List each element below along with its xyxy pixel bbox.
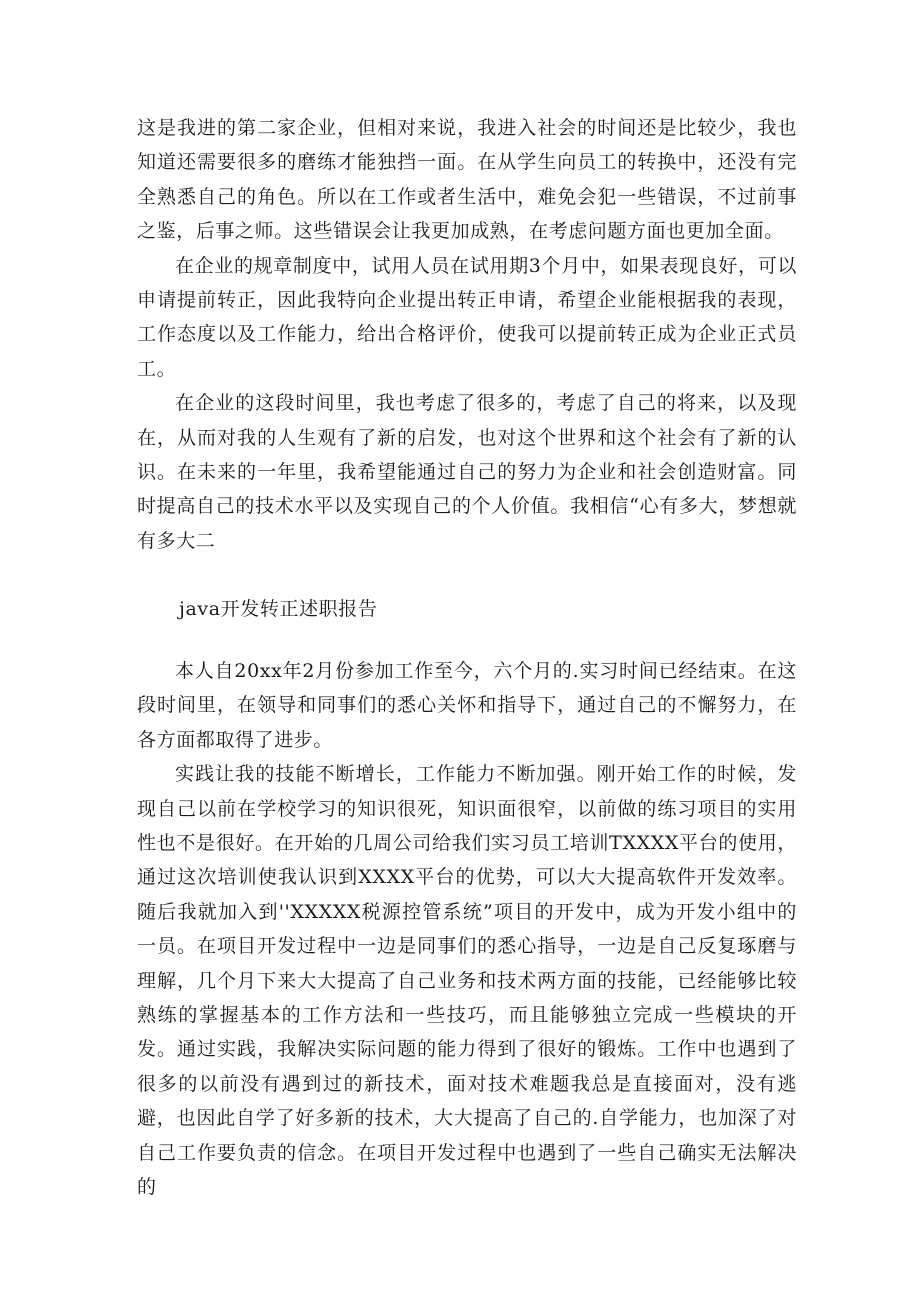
paragraph: 本人自20xx年2月份参加工作至今，六个月的.实习时间已经结束。在这段时间里，在领导和同事们的悉心关怀和指导下，通过自己的不懈努力，在各方面都取得了进步。 (137, 660, 797, 751)
first-section (137, 111, 797, 558)
paragraph: 实践让我的技能不断增长，工作能力不断加强。刚开始工作的时候，发现自己以前在学校学习的知识很死，知识面很窄，以前做的练习项目的实用性也不是很好。在开始的几周公司给我们实习员工培训TXXXX平台的使用，通过这次培训使我认识到XXXX平台的优势，可以大大提高软件开发效率。随后我就加入到''XXXXX税源控管系统”项目的开发中，成为开发小组中的一员。在项目开发过程中一边是同事们的悉心指导，一边是自己反复琢磨与理解，几个月下来大大提高了自己业务和技术两方面的技能，已经能够比较熟练的掌握基本的工作方法和一些技巧，而且能够独立完成一些模块的开发。通过实践，我解决实际问题的能力得到了很好的锻炼。工作中也遇到了很多的以前没有遇到过的新技术，面对技术难题我总是直接面对，没有逃避，也因此自学了好多新的技术，大大提高了自己的.自学能力，也加深了对自己工作要负责的信念。在项目开发过程中也遇到了一些自己确实无法解决的 (137, 763, 797, 1199)
paragraph: 在企业的这段时间里，我也考虑了很多的，考虑了自己的将来，以及现在，从而对我的人生观有了新的启发，也对这个世界和这个社会有了新的认识。在未来的一年里，我希望能通过自己的努力为企业和社会创造财富。同时提高自己的技术水平以及实现自己的个人价值。我相信“心有多大，梦想就有多大二 (137, 392, 797, 552)
report-title: java开发转正述职报告 (179, 598, 378, 620)
paragraph: 这是我进的第二家企业，但相对来说，我进入社会的时间还是比较少，我也知道还需要很多的磨练才能独挡一面。在从学生向员工的转换中，还没有完全熟悉自己的角色。所以在工作或者生活中，难免会犯一些错误，不过前事之鉴，后事之师。这些错误会让我更加成熟，在考虑问题方面也更加全面。 (137, 117, 797, 243)
report-body (137, 654, 797, 1205)
paragraph: 在企业的规章制度中，试用人员在试用期3个月中，如果表现良好，可以申请提前转正，因此我特向企业提出转正申请，希望企业能根据我的表现，工作态度以及工作能力，给出合格评价，使我可以提前转正成为企业正式员工。 (137, 254, 797, 380)
